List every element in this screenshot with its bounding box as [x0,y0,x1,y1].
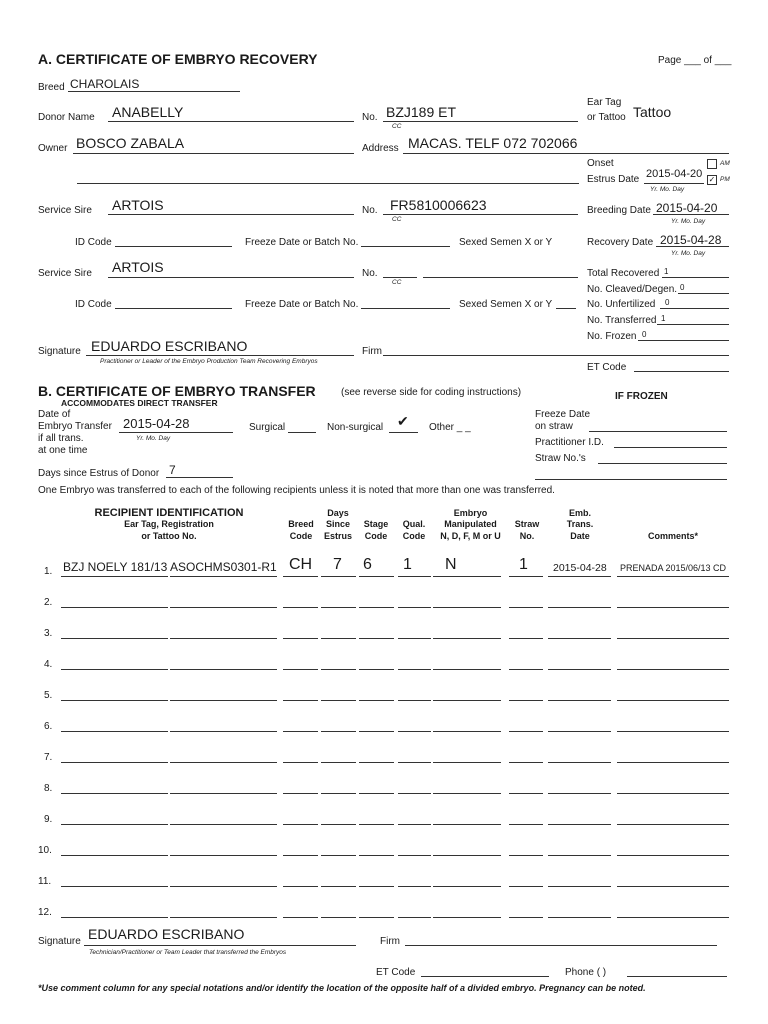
signature-a-field[interactable]: EDUARDO ESCRIBANO [91,338,248,354]
row-date-field[interactable] [548,700,611,701]
row-days-field[interactable] [321,607,356,608]
row-manip-field[interactable] [433,917,501,918]
row-number: 7. [44,752,53,763]
row-comments-field[interactable] [617,638,729,639]
row-breed-code-field[interactable] [283,886,318,887]
other-label: Other _ _ [429,422,471,433]
id-code-1-label: ID Code [75,237,112,248]
row-days-field[interactable] [321,731,356,732]
date-of-label: Date of [38,409,71,420]
row-registration-value: ASOCHMS0301-R1 [170,560,277,574]
row-date-field[interactable] [548,576,611,577]
row-number: 2. [44,597,53,608]
address-label: Address [362,143,399,154]
row-number: 1. [44,566,53,577]
row-ear-tag-value: BZJ NOELY 181/13 [63,560,168,574]
or-tattoo-label: or Tattoo [587,112,626,123]
unfertilized-label: No. Unfertilized [587,299,656,310]
col-comments: Comments* [647,531,698,541]
if-frozen-heading: IF FROZEN [615,391,668,402]
row-qual-field[interactable] [398,917,431,918]
pm-checkbox[interactable]: ✓ [708,175,716,184]
phone-label: Phone ( ) [565,967,607,978]
row-comments-field[interactable] [617,762,729,763]
row-straw-field[interactable] [509,793,543,794]
row-ear-tag-field[interactable] [61,638,168,639]
donor-no-field[interactable]: BZJ189 ET [386,104,457,120]
row-days-field[interactable] [321,638,356,639]
row-registration-field[interactable] [170,917,277,918]
row-date-field[interactable] [548,824,611,825]
footnote: *Use comment column for any special notations and/or identify the location of the opposite half of a divided embryo. Pregnancy can be noted. [38,983,646,993]
row-comments-value: PRENADA 2015/06/13 CD [620,563,727,573]
non-surgical-check[interactable]: ✔ [397,413,409,429]
sire-1-no-field[interactable]: FR5810006623 [390,197,487,213]
row-registration-field[interactable] [170,762,277,763]
row-comments-field[interactable] [617,793,729,794]
signature-a-label: Signature [38,346,81,357]
row-ear-tag-field[interactable] [61,700,168,701]
col-breed-2: Code [289,531,313,541]
row-number: 12. [38,907,52,918]
sire-2-cc-label: CC [392,279,402,286]
col-straw-1: Straw [514,519,540,529]
col-emb-2: Date [570,531,590,541]
row-qual-field[interactable] [398,855,431,856]
row-qual-field[interactable] [398,669,431,670]
row-comments-field[interactable] [617,824,729,825]
row-number: 11. [38,876,52,887]
row-ear-tag-field[interactable] [61,731,168,732]
col-stage-1: Stage [363,519,389,529]
row-comments-field[interactable] [617,576,729,577]
ear-tag-field[interactable]: Tattoo [633,104,672,120]
row-ear-tag-field[interactable] [61,855,168,856]
row-manip-field[interactable] [433,700,501,701]
et-code-b-label: ET Code [376,967,416,978]
row-date-field[interactable] [548,762,611,763]
service-sire-2-label: Service Sire [38,268,92,279]
row-days-field[interactable] [321,917,356,918]
transfer-yr-mo-day: Yr. Mo. Day [136,435,171,442]
row-registration-field[interactable] [170,638,277,639]
transfer-note: One Embryo was transferred to each of the following recipients unless it is noted that more than one was transferred. [38,485,555,496]
row-manip-field[interactable] [433,607,501,608]
row-number: 9. [44,814,53,825]
row-stage-field[interactable] [359,855,394,856]
section-a-title: A. CERTIFICATE OF EMBRYO RECOVERY [38,51,318,67]
cleaved-label: No. Cleaved/Degen. [587,284,678,295]
col-emb-1: Trans. [566,519,594,529]
col-recipient-sub2: or Tattoo No. [141,531,197,541]
ear-tag-label: Ear Tag [587,97,622,108]
row-ear-tag-field[interactable] [61,669,168,670]
transfer-date-field[interactable]: 2015-04-28 [123,416,190,431]
am-label: AM [720,160,730,167]
row-qual-field[interactable] [398,793,431,794]
estrus-date-label: Estrus Date [587,174,640,185]
col-embryo-2: N, D, F, M or U [440,531,501,541]
section-b-title-note: (see reverse side for coding instructions) [341,387,522,398]
row-number: 8. [44,783,53,794]
row-comments-field[interactable] [617,917,729,918]
frozen-field[interactable]: 0 [642,330,647,339]
row-comments-field[interactable] [617,855,729,856]
row-comments-field[interactable] [617,669,729,670]
freeze-date-label: Freeze Date [535,409,591,420]
row-qual-field[interactable] [398,824,431,825]
col-recipient-sub1: Ear Tag, Registration [124,519,214,529]
firm-a-label: Firm [362,346,382,357]
at-one-time-label: at one time [38,445,88,456]
row-stage-value: 6 [363,556,372,573]
donor-cc-label: CC [392,123,402,130]
row-number: 5. [44,690,53,701]
if-all-label: if all trans. [38,433,84,444]
id-code-2-label: ID Code [75,299,112,310]
row-date-field[interactable] [548,731,611,732]
transferred-field[interactable]: 1 [661,314,666,323]
row-registration-field[interactable] [170,669,277,670]
row-ear-tag-field[interactable] [61,824,168,825]
signature-b-note: Technician/Practitioner or Team Leader that transferred the Embryos [89,949,287,956]
col-days-1: Since [325,519,350,529]
row-stage-field[interactable] [359,638,394,639]
row-days-field[interactable] [321,576,356,577]
straw-nos-label: Straw No.'s [535,453,586,464]
row-registration-field[interactable] [170,576,277,577]
row-date-value: 2015-04-28 [553,561,607,574]
row-manip-field[interactable] [433,824,501,825]
row-days-field[interactable] [321,886,356,887]
row-stage-field[interactable] [359,700,394,701]
recovery-date-field[interactable]: 2015-04-28 [660,233,722,247]
page-number-label: Page ___ of ___ [658,55,732,66]
row-manip-field[interactable] [433,669,501,670]
col-emb-0: Emb. [568,508,591,518]
practitioner-id-label: Practitioner I.D. [535,437,604,448]
col-embryo-0: Embryo [453,508,488,518]
donor-no-label: No. [362,112,378,123]
section-b-subtitle: ACCOMMODATES DIRECT TRANSFER [61,398,218,408]
service-sire-1-label: Service Sire [38,205,92,216]
row-days-field[interactable] [321,824,356,825]
row-straw-field[interactable] [509,762,543,763]
row-date-field[interactable] [548,607,611,608]
row-manip-field[interactable] [433,886,501,887]
row-straw-field[interactable] [509,638,543,639]
col-straw-2: No. [519,531,535,541]
row-manip-field[interactable] [433,855,501,856]
row-registration-field[interactable] [170,731,277,732]
sire-2-no-label: No. [362,268,378,279]
row-number: 4. [44,659,53,670]
row-qual-field[interactable] [398,638,431,639]
row-comments-field[interactable] [617,886,729,887]
owner-label: Owner [38,143,68,154]
row-days-field[interactable] [321,669,356,670]
breed-label: Breed [38,82,65,93]
recovery-yr-mo-day: Yr. Mo. Day [671,250,706,257]
am-checkbox[interactable] [707,159,717,169]
row-registration-field[interactable] [170,824,277,825]
row-comments-field[interactable] [617,607,729,608]
row-ear-tag-field[interactable] [61,607,168,608]
row-days-value: 7 [333,556,342,573]
col-days-2: Estrus [323,531,352,541]
row-manip-field[interactable] [433,793,501,794]
freeze-2-label: Freeze Date or Batch No. [245,299,359,310]
row-straw-field[interactable] [509,917,543,918]
row-stage-field[interactable] [359,793,394,794]
col-days-0: Days [327,508,349,518]
row-qual-field[interactable] [398,576,431,577]
sire-1-cc-label: CC [392,216,402,223]
sexed-2-label: Sexed Semen X or Y [459,299,553,310]
row-manip-field[interactable] [433,576,501,577]
row-straw-field[interactable] [509,669,543,670]
row-ear-tag-field[interactable] [61,762,168,763]
row-straw-field[interactable] [509,607,543,608]
freeze-1-label: Freeze Date or Batch No. [245,237,359,248]
et-code-a-label: ET Code [587,362,627,373]
row-stage-field[interactable] [359,917,394,918]
sire-1-no-label: No. [362,205,378,216]
col-recipient-heading: RECIPIENT IDENTIFICATION [94,507,244,519]
row-ear-tag-field[interactable] [61,793,168,794]
breeding-date-field[interactable]: 2015-04-20 [656,201,718,215]
row-date-field[interactable] [548,638,611,639]
row-breed-code-field[interactable] [283,700,318,701]
col-embryo-1: Manipulated [444,519,497,529]
estrus-yr-mo-day: Yr. Mo. Day [650,186,685,193]
row-breed-code-field[interactable] [283,917,318,918]
owner-field[interactable]: BOSCO ZABALA [76,135,185,151]
row-breed-code-field[interactable] [283,762,318,763]
pm-label: PM [720,176,730,183]
donor-name-field[interactable]: ANABELLY [112,104,184,120]
row-comments-field[interactable] [617,700,729,701]
breeding-date-label: Breeding Date [587,205,651,216]
row-qual-field[interactable] [398,700,431,701]
row-date-field[interactable] [548,669,611,670]
row-stage-field[interactable] [359,886,394,887]
row-breed-code-field[interactable] [283,607,318,608]
row-comments-field[interactable] [617,731,729,732]
cleaved-field[interactable]: 0 [680,283,685,292]
days-since-field[interactable]: 7 [169,463,176,477]
row-stage-field[interactable] [359,607,394,608]
signature-a-note: Practitioner or Leader of the Embryo Production Team Recovering Embryos [100,358,318,365]
row-ear-tag-field[interactable] [61,576,168,577]
row-straw-field[interactable] [509,700,543,701]
row-qual-value: 1 [403,556,412,573]
row-breed-code-field[interactable] [283,855,318,856]
row-days-field[interactable] [321,762,356,763]
row-registration-field[interactable] [170,793,277,794]
row-manip-value: N [445,556,457,573]
row-registration-field[interactable] [170,700,277,701]
recovery-date-label: Recovery Date [587,237,654,248]
breed-field[interactable]: CHAROLAIS [70,77,140,91]
firm-b-label: Firm [380,936,400,947]
row-date-field[interactable] [548,886,611,887]
col-qual-2: Code [402,531,426,541]
estrus-date-field[interactable]: 2015-04-20 [646,168,703,180]
row-qual-field[interactable] [398,886,431,887]
signature-b-label: Signature [38,936,81,947]
row-straw-field[interactable] [509,855,543,856]
service-sire-1-field[interactable]: ARTOIS [112,197,164,213]
row-stage-field[interactable] [359,576,394,577]
row-registration-field[interactable] [170,607,277,608]
row-straw-field[interactable] [509,824,543,825]
row-number: 3. [44,628,53,639]
row-straw-field[interactable] [509,731,543,732]
row-stage-field[interactable] [359,824,394,825]
row-manip-field[interactable] [433,762,501,763]
transferred-label: No. Transferred [587,315,657,326]
row-stage-field[interactable] [359,762,394,763]
row-registration-field[interactable] [170,886,277,887]
row-date-field[interactable] [548,793,611,794]
row-breed-code-field[interactable] [283,824,318,825]
col-breed-1: Breed [288,519,314,529]
row-stage-field[interactable] [359,731,394,732]
non-surgical-label: Non-surgical [327,422,384,433]
address-field[interactable]: MACAS. TELF 072 702066 [408,135,578,151]
row-qual-field[interactable] [398,607,431,608]
row-straw-field[interactable] [509,576,543,577]
on-straw-label: on straw [535,421,573,432]
onset-label: Onset [587,158,614,169]
breeding-yr-mo-day: Yr. Mo. Day [671,218,706,225]
row-manip-field[interactable] [433,638,501,639]
row-registration-field[interactable] [170,855,277,856]
row-ear-tag-field[interactable] [61,886,168,887]
row-qual-field[interactable] [398,762,431,763]
row-breed-code-field[interactable] [283,638,318,639]
row-breed-code-value: CH [289,556,313,573]
row-manip-field[interactable] [433,731,501,732]
sexed-1-label: Sexed Semen X or Y [459,237,553,248]
row-days-field[interactable] [321,793,356,794]
unfertilized-field[interactable]: 0 [665,298,670,307]
row-breed-code-field[interactable] [283,669,318,670]
days-since-label: Days since Estrus of Donor [38,468,160,479]
row-breed-code-field[interactable] [283,576,318,577]
row-date-field[interactable] [548,855,611,856]
row-ear-tag-field[interactable] [61,917,168,918]
row-days-field[interactable] [321,855,356,856]
section-b-title: B. CERTIFICATE OF EMBRYO TRANSFER [38,383,316,399]
row-number: 10. [38,845,52,856]
row-stage-field[interactable] [359,669,394,670]
donor-name-label: Donor Name [38,112,95,123]
row-days-field[interactable] [321,700,356,701]
row-straw-field[interactable] [509,886,543,887]
row-number: 6. [44,721,53,732]
col-qual-1: Qual. [402,519,426,529]
col-stage-2: Code [364,531,388,541]
surgical-label: Surgical [249,422,286,433]
frozen-label: No. Frozen [587,331,637,342]
total-recovered-field[interactable]: 1 [664,267,669,276]
signature-b-field[interactable]: EDUARDO ESCRIBANO [88,926,245,942]
row-qual-field[interactable] [398,731,431,732]
row-breed-code-field[interactable] [283,731,318,732]
total-recovered-label: Total Recovered [587,268,660,279]
service-sire-2-field[interactable]: ARTOIS [112,259,164,275]
row-date-field[interactable] [548,917,611,918]
row-straw-value: 1 [519,556,528,573]
embryo-transfer-label: Embryo Transfer [38,421,112,432]
row-breed-code-field[interactable] [283,793,318,794]
